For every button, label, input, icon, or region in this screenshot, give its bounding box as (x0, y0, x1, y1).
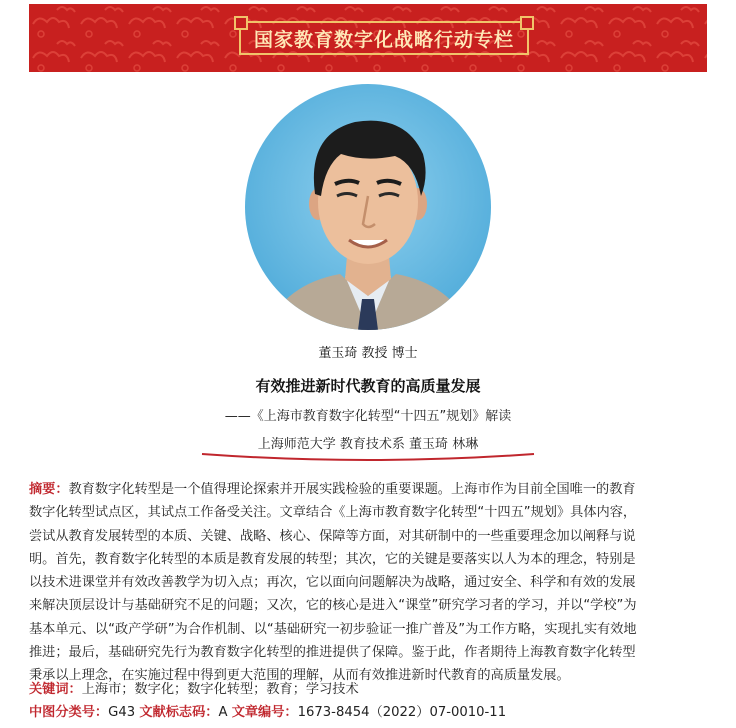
abstract-label: 摘要： (29, 482, 69, 497)
abstract-line: 尝试从教育发展转型的本质、关键、战略、核心、保障等方面，对其研制中的一些重要理念加以阐释与说 (29, 528, 636, 544)
keywords-value: 上海市；数字化；数字化转型；教育；学习技术 (81, 682, 359, 697)
abstract-line: 明。首先，教育数字化转型的本质是教育发展的转型；其次，它的关键是要落实以人为本的理念，特别是 (29, 551, 636, 567)
abstract-line: 秉承以上理念，在实施过程中得到更大范围的理解，从而有效推进新时代教育的高质量发展。 (29, 668, 570, 684)
decorative-underline (200, 452, 536, 466)
clc-label: 中图分类号： (29, 705, 109, 720)
abstract-line: 数字化转型试点区，其试点工作备受关注。文章结合《上海市教育数字化转型“十四五”规划》具体内容， (29, 505, 637, 521)
doc-code-value: A (218, 705, 228, 720)
classification-info (29, 701, 506, 720)
abstract-line (29, 478, 711, 501)
abstract-line: 来解决顶层设计与基础研究不足的问题；又次，它的核心是进入“课堂”研究学习者的学习，并以“学校”为 (29, 598, 637, 614)
author-name-caption: 董玉琦 教授 博士 (318, 346, 418, 361)
abstract-line: 基本单元、以“政产学研”为合作机制、以“基础研究一初步验证一推广普及”为工作方略，实现扎实有效地 (29, 621, 637, 637)
abstract-line: 以技术进课堂并有效改善教学为切入点；再次，它以面向问题解决为战略，通过安全、科学和有效的发展 (29, 575, 636, 591)
doc-code-label: 文献标志码： (139, 705, 219, 720)
banner-title-frame (239, 21, 529, 55)
abstract (29, 478, 711, 688)
author-portrait (245, 84, 491, 330)
abstract-text: 教育数字化转型是一个值得理论探索并开展实践检验的重要课题。上海市作为目前全国唯一的教育 (68, 482, 636, 497)
keywords (29, 678, 359, 697)
article-number-label: 文章编号： (231, 705, 298, 720)
banner-title: 国家教育数字化战略行动专栏 (253, 28, 514, 51)
article-number-value: 1673-8454（2022）07-0010-11 (297, 705, 507, 720)
column-banner (29, 4, 707, 72)
author-photo-image (245, 84, 491, 330)
author-affiliation: 上海师范大学 教育技术系 董玉琦 林琳 (257, 437, 479, 452)
clc-value: G43 (108, 705, 136, 720)
keywords-label: 关键词： (29, 682, 82, 697)
abstract-line: 推进；最后，基础研究先行为教育数字化转型的推进提供了保障。鉴于此，作者期待上海教育数字化转型 (29, 645, 636, 661)
article-subtitle: ——《上海市教育数字化转型“十四五”规划》解读 (224, 409, 512, 424)
article-title: 有效推进新时代教育的高质量发展 (255, 377, 481, 395)
